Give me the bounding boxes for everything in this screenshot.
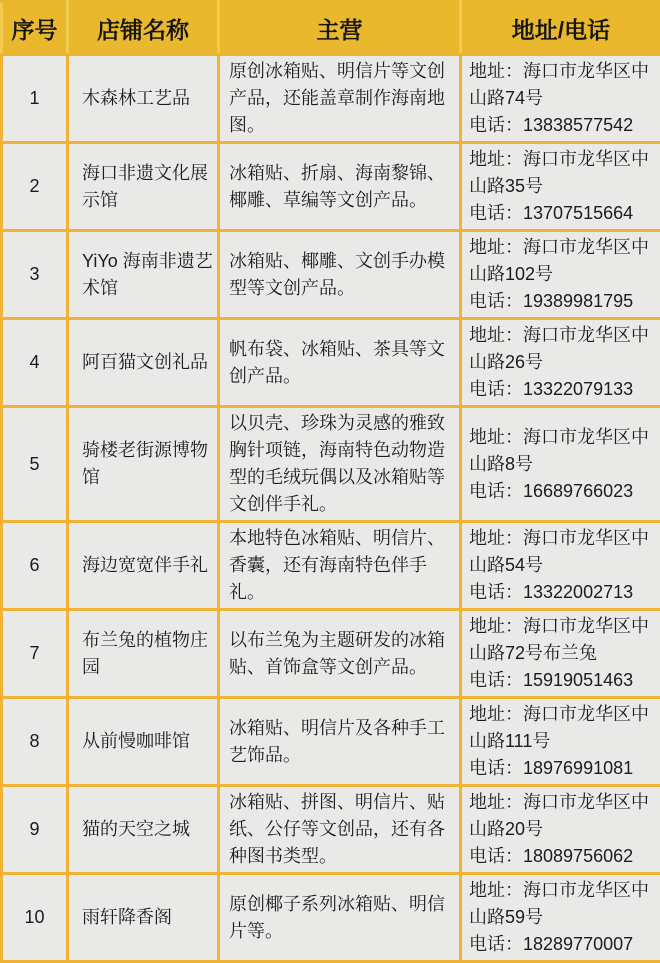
row-number: 8 <box>2 698 68 786</box>
shop-address: 地址：海口市龙华区中山路111号 <box>469 701 658 755</box>
shop-phone: 电话：13322079133 <box>469 376 658 403</box>
shop-main-business: 以贝壳、珍珠为灵感的雅致胸针项链，海南特色动物造型的毛绒玩偶以及冰箱贴等文创伴手礼。 <box>219 407 461 522</box>
shop-contact <box>461 698 660 786</box>
shop-address: 地址：海口市龙华区中山路35号 <box>469 146 658 200</box>
shop-main-business: 冰箱贴、折扇、海南黎锦、椰雕、草编等文创产品。 <box>219 143 461 231</box>
col-header-main-business: 主营 <box>219 2 461 55</box>
shop-contact <box>461 874 660 962</box>
shop-name: 海口非遗文化展示馆 <box>68 143 219 231</box>
shop-main-business: 原创椰子系列冰箱贴、明信片等。 <box>219 874 461 962</box>
shop-main-business: 冰箱贴、椰雕、文创手办模型等文创产品。 <box>219 231 461 319</box>
row-number: 2 <box>2 143 68 231</box>
header-row <box>2 2 660 55</box>
table-row <box>2 319 660 407</box>
shop-main-business: 冰箱贴、拼图、明信片、贴纸、公仔等文创品，还有各种图书类型。 <box>219 786 461 874</box>
shop-address: 地址：海口市龙华区中山路102号 <box>469 234 658 288</box>
shop-main-business: 以布兰兔为主题研发的冰箱贴、首饰盒等文创产品。 <box>219 610 461 698</box>
shop-address: 地址：海口市龙华区中山路59号 <box>469 877 658 931</box>
col-header-shop-name: 店铺名称 <box>68 2 219 55</box>
row-number: 4 <box>2 319 68 407</box>
shop-name: 布兰兔的植物庄园 <box>68 610 219 698</box>
shop-phone: 电话：13838577542 <box>469 112 658 139</box>
shop-main-business: 原创冰箱贴、明信片等文创产品，还能盖章制作海南地图。 <box>219 55 461 143</box>
shop-contact <box>461 319 660 407</box>
col-header-address-phone: 地址/电话 <box>461 2 660 55</box>
table-row <box>2 698 660 786</box>
shop-contact <box>461 231 660 319</box>
shop-contact <box>461 786 660 874</box>
shop-contact <box>461 143 660 231</box>
shop-phone: 电话：16689766023 <box>469 478 658 505</box>
shop-phone: 电话：19389981795 <box>469 288 658 315</box>
shop-name: YiYo 海南非遗艺术馆 <box>68 231 219 319</box>
row-number: 10 <box>2 874 68 962</box>
shop-phone: 电话：18089756062 <box>469 843 658 870</box>
shop-contact <box>461 407 660 522</box>
shop-phone: 电话：13707515664 <box>469 200 658 227</box>
shop-main-business: 帆布袋、冰箱贴、茶具等文创产品。 <box>219 319 461 407</box>
shop-main-business: 本地特色冰箱贴、明信片、香囊，还有海南特色伴手礼。 <box>219 522 461 610</box>
table-row <box>2 874 660 962</box>
row-number: 9 <box>2 786 68 874</box>
shop-name: 阿百猫文创礼品 <box>68 319 219 407</box>
shop-main-business: 冰箱贴、明信片及各种手工艺饰品。 <box>219 698 461 786</box>
table-row <box>2 55 660 143</box>
shop-address: 地址：海口市龙华区中山路54号 <box>469 525 658 579</box>
shop-address: 地址：海口市龙华区中山路74号 <box>469 58 658 112</box>
shop-contact <box>461 55 660 143</box>
shop-address: 地址：海口市龙华区中山路72号布兰兔 <box>469 613 658 667</box>
shop-name: 海边宽宽伴手礼 <box>68 522 219 610</box>
table-row <box>2 231 660 319</box>
shop-phone: 电话：13322002713 <box>469 579 658 606</box>
row-number: 3 <box>2 231 68 319</box>
shop-phone: 电话：18976991081 <box>469 755 658 782</box>
shop-address: 地址：海口市龙华区中山路8号 <box>469 424 658 478</box>
table-row <box>2 610 660 698</box>
row-number: 5 <box>2 407 68 522</box>
shop-name: 猫的天空之城 <box>68 786 219 874</box>
table-row <box>2 522 660 610</box>
row-number: 7 <box>2 610 68 698</box>
shop-contact <box>461 610 660 698</box>
shop-contact <box>461 522 660 610</box>
shop-name: 雨轩降香阁 <box>68 874 219 962</box>
shop-name: 木森林工艺品 <box>68 55 219 143</box>
shop-address: 地址：海口市龙华区中山路20号 <box>469 789 658 843</box>
shop-name: 从前慢咖啡馆 <box>68 698 219 786</box>
row-number: 6 <box>2 522 68 610</box>
shop-name: 骑楼老街源博物馆 <box>68 407 219 522</box>
shop-address: 地址：海口市龙华区中山路26号 <box>469 322 658 376</box>
table-row <box>2 407 660 522</box>
shop-phone: 电话：15919051463 <box>469 667 658 694</box>
row-number: 1 <box>2 55 68 143</box>
col-header-no: 序号 <box>2 2 68 55</box>
table-row <box>2 143 660 231</box>
table-row <box>2 786 660 874</box>
shop-phone: 电话：18289770007 <box>469 931 658 958</box>
